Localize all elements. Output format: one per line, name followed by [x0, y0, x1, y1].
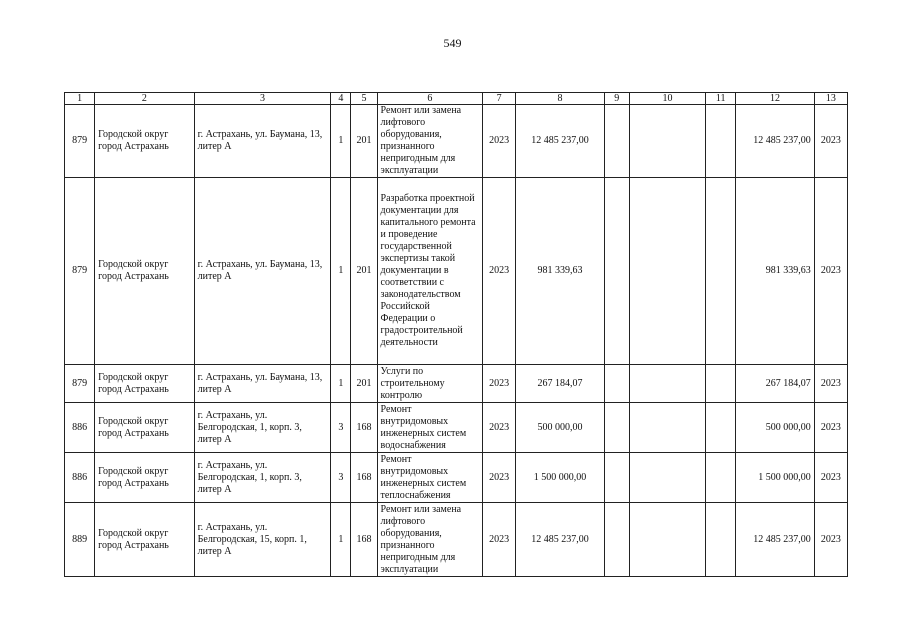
- column-10-cell: [629, 453, 705, 503]
- column-9-cell: [604, 178, 629, 365]
- address-cell: г. Астрахань, ул. Баумана, 13, литер А: [194, 105, 331, 178]
- municipality-cell: Городской округ город Астрахань: [95, 403, 195, 453]
- table-row: [65, 105, 848, 178]
- column-12-cell: 12 485 237,00: [736, 503, 814, 577]
- column-5-cell: 168: [351, 403, 377, 453]
- municipality-cell: Городской округ город Астрахань: [95, 503, 195, 577]
- table-row: [65, 503, 848, 577]
- year-cell: 2023: [483, 365, 516, 403]
- record-number-cell: 879: [65, 105, 95, 178]
- municipality-cell: Городской округ город Астрахань: [95, 365, 195, 403]
- column-9-cell: [604, 503, 629, 577]
- column-header: 9: [604, 93, 629, 105]
- column-9-cell: [604, 105, 629, 178]
- column-header: 4: [331, 93, 351, 105]
- year-cell: 2023: [483, 105, 516, 178]
- column-header: 1: [65, 93, 95, 105]
- column-12-cell: 1 500 000,00: [736, 453, 814, 503]
- column-5-cell: 168: [351, 503, 377, 577]
- column-11-cell: [706, 178, 736, 365]
- column-4-cell: 1: [331, 503, 351, 577]
- address-cell: г. Астрахань, ул. Баумана, 13, литер А: [194, 178, 331, 365]
- column-header: 11: [706, 93, 736, 105]
- column-10-cell: [629, 365, 705, 403]
- table-row: [65, 453, 848, 503]
- work-type-cell: Ремонт или замена лифтового оборудования, признанного непригодным для эксплуатации: [377, 105, 483, 178]
- address-cell: г. Астрахань, ул. Баумана, 13, литер А: [194, 365, 331, 403]
- column-9-cell: [604, 403, 629, 453]
- column-10-cell: [629, 403, 705, 453]
- column-9-cell: [604, 453, 629, 503]
- record-number-cell: 879: [65, 365, 95, 403]
- address-cell: г. Астрахань, ул. Белгородская, 15, корп. 1, литер А: [194, 503, 331, 577]
- column-13-cell: 2023: [814, 365, 847, 403]
- column-13-cell: 2023: [814, 403, 847, 453]
- column-12-cell: 981 339,63: [736, 178, 814, 365]
- capital-repair-table: [64, 92, 848, 577]
- column-10-cell: [629, 178, 705, 365]
- table-row: [65, 178, 848, 365]
- column-10-cell: [629, 503, 705, 577]
- work-type-cell: Услуги по строительному контролю: [377, 365, 483, 403]
- total-cost-cell: 12 485 237,00: [516, 503, 604, 577]
- column-5-cell: 201: [351, 178, 377, 365]
- record-number-cell: 886: [65, 403, 95, 453]
- column-11-cell: [706, 403, 736, 453]
- column-9-cell: [604, 365, 629, 403]
- work-type-cell: Разработка проектной документации для капитального ремонта и проведение государственной экспертизы такой документации в соответствии с законодательством Российской Федерации о градостроительной деятельности: [377, 178, 483, 365]
- column-4-cell: 1: [331, 365, 351, 403]
- total-cost-cell: 267 184,07: [516, 365, 604, 403]
- record-number-cell: 889: [65, 503, 95, 577]
- column-4-cell: 1: [331, 178, 351, 365]
- page-number: 549: [443, 36, 462, 50]
- year-cell: 2023: [483, 403, 516, 453]
- total-cost-cell: 1 500 000,00: [516, 453, 604, 503]
- column-header: 8: [516, 93, 604, 105]
- total-cost-cell: 500 000,00: [516, 403, 604, 453]
- total-cost-cell: 981 339,63: [516, 178, 604, 365]
- address-cell: г. Астрахань, ул. Белгородская, 1, корп. 3, литер А: [194, 403, 331, 453]
- year-cell: 2023: [483, 453, 516, 503]
- work-type-cell: Ремонт внутридомовых инженерных систем водоснабжения: [377, 403, 483, 453]
- column-5-cell: 201: [351, 365, 377, 403]
- column-header: 6: [377, 93, 483, 105]
- column-header: 13: [814, 93, 847, 105]
- work-type-cell: Ремонт или замена лифтового оборудования, признанного непригодным для эксплуатации: [377, 503, 483, 577]
- column-4-cell: 3: [331, 453, 351, 503]
- work-type-cell: Ремонт внутридомовых инженерных систем теплоснабжения: [377, 453, 483, 503]
- municipality-cell: Городской округ город Астрахань: [95, 105, 195, 178]
- column-11-cell: [706, 365, 736, 403]
- column-4-cell: 1: [331, 105, 351, 178]
- municipality-cell: Городской округ город Астрахань: [95, 178, 195, 365]
- municipality-cell: Городской округ город Астрахань: [95, 453, 195, 503]
- column-12-cell: 500 000,00: [736, 403, 814, 453]
- record-number-cell: 879: [65, 178, 95, 365]
- record-number-cell: 886: [65, 453, 95, 503]
- year-cell: 2023: [483, 178, 516, 365]
- column-12-cell: 12 485 237,00: [736, 105, 814, 178]
- total-cost-cell: 12 485 237,00: [516, 105, 604, 178]
- column-12-cell: 267 184,07: [736, 365, 814, 403]
- address-cell: г. Астрахань, ул. Белгородская, 1, корп. 3, литер А: [194, 453, 331, 503]
- column-header: 2: [95, 93, 195, 105]
- year-cell: 2023: [483, 503, 516, 577]
- column-13-cell: 2023: [814, 453, 847, 503]
- column-header: 3: [194, 93, 331, 105]
- column-11-cell: [706, 105, 736, 178]
- column-13-cell: 2023: [814, 105, 847, 178]
- table-row: [65, 365, 848, 403]
- column-header: 5: [351, 93, 377, 105]
- column-header: 10: [629, 93, 705, 105]
- column-11-cell: [706, 453, 736, 503]
- column-13-cell: 2023: [814, 503, 847, 577]
- table-row: [65, 403, 848, 453]
- column-11-cell: [706, 503, 736, 577]
- column-5-cell: 168: [351, 453, 377, 503]
- column-4-cell: 3: [331, 403, 351, 453]
- column-13-cell: 2023: [814, 178, 847, 365]
- column-10-cell: [629, 105, 705, 178]
- column-number-row: [65, 93, 848, 105]
- column-header: 7: [483, 93, 516, 105]
- column-header: 12: [736, 93, 814, 105]
- column-5-cell: 201: [351, 105, 377, 178]
